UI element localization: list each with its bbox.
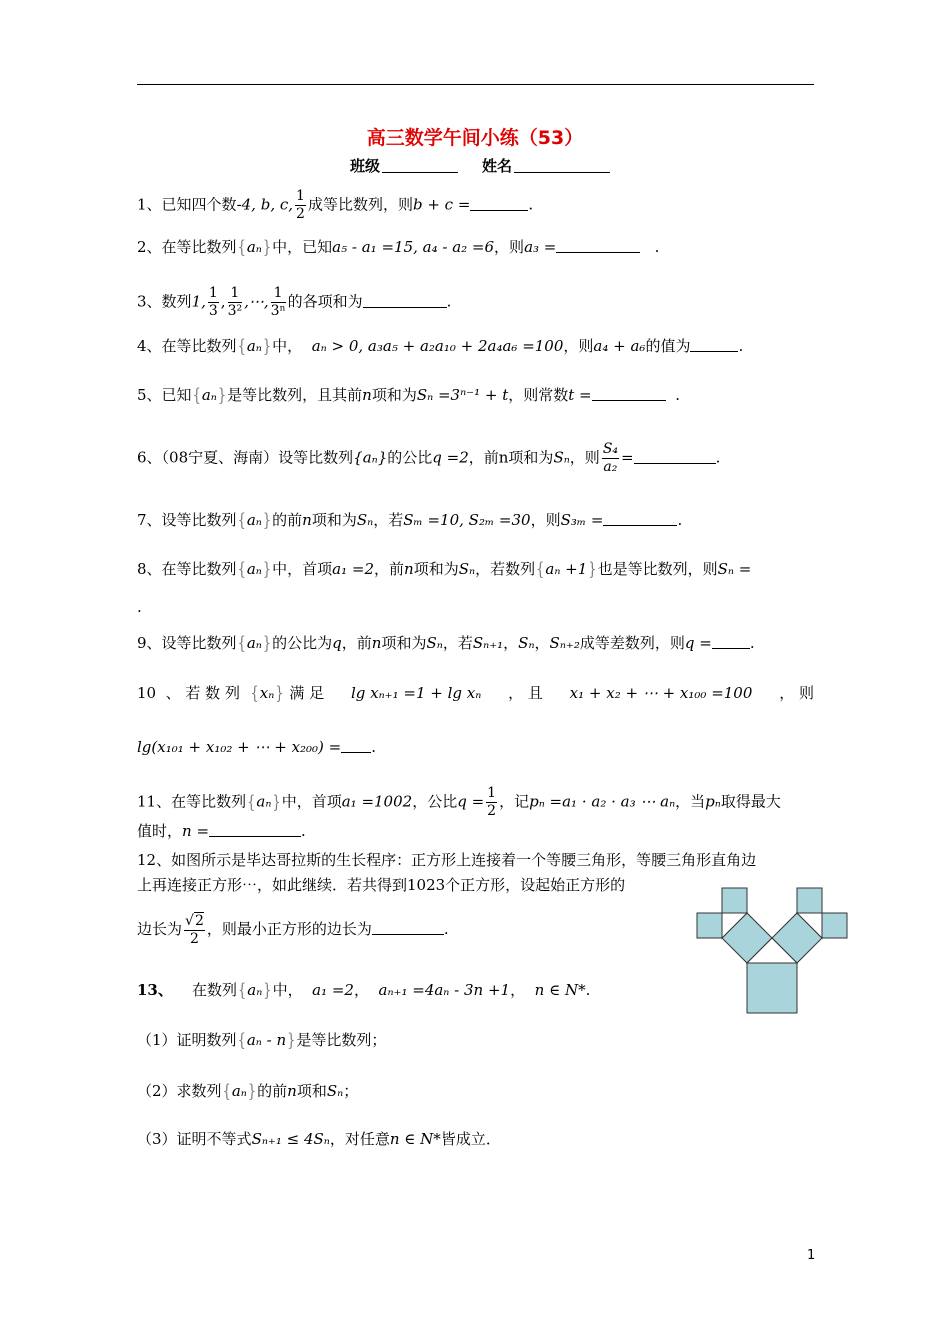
math-expr: aₙ₊₁ =4aₙ - 3n +1 <box>378 981 511 999</box>
math-expr: Sₘ =10, S₂ₘ =30 <box>403 511 531 529</box>
question-text: ，则 <box>569 448 600 467</box>
left-outer-square <box>697 913 722 938</box>
fraction-denominator: 2 <box>296 206 305 222</box>
answer-blank[interactable] <box>603 513 677 526</box>
question-1 <box>137 188 533 223</box>
math-expr: aₙ <box>246 634 262 652</box>
math-expr: Sₙ <box>553 448 570 467</box>
answer-blank[interactable] <box>712 636 750 649</box>
fraction-denominator: 3² <box>227 303 243 319</box>
fraction-numerator: 1 <box>296 188 305 204</box>
answer-blank[interactable] <box>556 240 640 253</box>
brace-right: } <box>262 238 272 259</box>
question-7 <box>137 510 682 532</box>
math-expr: Sₙ <box>326 1082 344 1100</box>
question-text: 中，首项 <box>272 560 333 578</box>
math-expr: xₙ <box>259 684 275 702</box>
math-expr: aₙ <box>246 511 262 529</box>
pythagoras-tree-figure <box>694 883 850 1015</box>
question-text: 的前 <box>272 511 303 529</box>
question-text: 皆成立． <box>440 1130 501 1148</box>
question-text: 中， <box>272 981 303 999</box>
math-expr: Sₙ <box>518 634 535 652</box>
question-text: 值时， <box>137 822 183 840</box>
question-12-line2 <box>137 875 625 895</box>
brace-left: { <box>247 792 256 813</box>
right-outer-square <box>822 913 847 938</box>
math-expr: n ∈ N* <box>534 981 586 999</box>
question-number: 10 <box>137 684 157 702</box>
math-expr: aₙ <box>247 981 263 999</box>
question-text: ， 则 <box>779 684 814 702</box>
question-text: ，则 <box>494 238 525 256</box>
separator: ， <box>353 981 369 999</box>
math-expr: q <box>332 634 342 652</box>
question-text: ，前n项和为 <box>468 448 554 467</box>
brace-right: } <box>217 386 227 407</box>
answer-blank[interactable] <box>363 295 447 308</box>
part-number: （2） <box>137 1082 177 1100</box>
brace-left: { <box>222 1082 231 1103</box>
question-text: ，前 <box>374 560 405 578</box>
math-expr: x₁ + x₂ + ⋯ + x₁₀₀ =100 <box>569 684 753 702</box>
brace-left: { <box>250 684 259 705</box>
question-text: 是等比数列，且其前 <box>227 386 363 404</box>
fraction-numerator: S₄ <box>602 441 619 457</box>
fraction-denominator: a₂ <box>603 459 618 475</box>
question-text: 、 若 数 列 <box>165 684 240 702</box>
question-number: 8、 <box>137 560 162 578</box>
question-number: 4、 <box>137 337 162 355</box>
period: . <box>443 920 449 938</box>
math-expr: a₁ =1002 <box>341 792 413 811</box>
question-text: 项和为 <box>371 386 417 404</box>
question-text: 中，已知 <box>272 238 333 256</box>
question-text: ，则最小正方形的边长为 <box>206 920 372 938</box>
question-8-line2 <box>137 597 142 617</box>
math-expr: a₁ =2 <box>312 981 354 999</box>
math-expr: Sₙ =3ⁿ⁻¹ + t <box>416 386 509 404</box>
math-expr: Sₙ <box>426 634 443 652</box>
question-text: 边长为 <box>137 920 183 938</box>
question-text: ，若数列 <box>475 560 536 578</box>
math-expr: a₄ + a₆ <box>593 337 646 355</box>
fraction <box>184 912 205 948</box>
question-text: ，若 <box>373 511 404 529</box>
brace-right: } <box>262 560 272 581</box>
period: . <box>528 195 534 214</box>
question-text: 项和为 <box>311 511 357 529</box>
question-text: ，则 <box>530 511 561 529</box>
question-12 <box>137 850 756 870</box>
question-number: 13、 <box>137 981 173 999</box>
question-text: ，对任意 <box>329 1130 390 1148</box>
brace-left: { <box>237 634 246 655</box>
question-text: ，公比 <box>412 792 458 811</box>
question-text: ，记 <box>499 792 530 811</box>
question-2 <box>137 237 659 259</box>
math-expr: Sₙ₊₂ <box>549 634 580 652</box>
answer-blank[interactable] <box>634 451 716 464</box>
math-expr: -4, b, c, <box>236 195 294 214</box>
math-expr: pₙ =a₁ · a₂ · a₃ ⋯ aₙ <box>529 792 676 811</box>
math-expr: n = <box>182 822 210 840</box>
fraction <box>486 785 497 820</box>
brace-right: } <box>262 337 272 358</box>
separator: ， <box>510 981 526 999</box>
question-text: 取得最大 <box>720 792 781 811</box>
question-text: 上再连接正方形⋯，如此继续．若共得到1023个正方形，设起始正方形的 <box>137 876 626 894</box>
math-expr: Sₙ = <box>717 560 752 578</box>
answer-blank[interactable] <box>690 339 738 352</box>
math-expr: n ∈ N* <box>389 1130 441 1148</box>
period: . <box>738 337 744 355</box>
class-name-line <box>350 155 610 176</box>
question-number: 5、 <box>137 386 162 404</box>
question-text: 也是等比数列，则 <box>597 560 718 578</box>
period: . <box>675 386 680 404</box>
math-expr: n <box>362 386 372 404</box>
math-expr: q = <box>684 634 712 652</box>
math-expr: = <box>621 448 634 467</box>
question-text: ， 且 <box>508 684 543 702</box>
math-expr: Sₙ <box>458 560 476 578</box>
brace-left: { <box>237 560 246 581</box>
brace-left: { <box>237 511 246 532</box>
brace-left: { <box>192 386 201 407</box>
left-top-square <box>722 888 747 913</box>
separator: ， <box>503 634 519 652</box>
question-11 <box>137 785 781 820</box>
question-12-line3 <box>137 912 449 948</box>
fraction <box>208 285 219 320</box>
question-number: 9、 <box>137 634 162 652</box>
question-text: 已知 <box>161 386 192 404</box>
fraction-numerator: √2 <box>185 913 204 929</box>
math-expr: aₙ <box>246 560 262 578</box>
math-expr: lg xₙ₊₁ =1 + lg xₙ <box>350 684 482 702</box>
question-text: 证明数列 <box>176 1031 237 1049</box>
name-blank[interactable] <box>514 158 610 173</box>
question-text: （08宁夏、海南）设等比数列 <box>161 448 354 467</box>
math-expr: Sₙ₊₁ ≤ 4Sₙ <box>251 1130 330 1148</box>
fraction-denominator: 3 <box>208 303 218 319</box>
question-text: 设等比数列 <box>161 511 237 529</box>
brace-left: { <box>237 337 246 358</box>
period: . <box>654 238 660 256</box>
math-expr: {aₙ} <box>353 448 388 467</box>
q10-left <box>137 683 324 705</box>
math-expr: Sₙ₊₁ <box>472 634 504 652</box>
math-expr: Sₙ <box>356 511 374 529</box>
question-text: 的公比 <box>387 448 433 467</box>
page-title: 高三数学午间小练（53） <box>366 127 584 149</box>
question-text: 项和为 <box>381 634 427 652</box>
question-text: 中， <box>272 337 303 355</box>
part-number: （1） <box>137 1031 177 1049</box>
question-text: 项和 <box>296 1082 327 1100</box>
question-10 <box>137 683 814 705</box>
fraction-denominator: 2 <box>189 931 199 947</box>
question-13-part3 <box>137 1129 501 1149</box>
page-number: 1 <box>807 1248 816 1263</box>
brace-left: { <box>237 981 247 1002</box>
math-expr: n <box>287 1082 297 1100</box>
question-10-line2 <box>137 737 376 757</box>
question-text: 的前 <box>257 1082 288 1100</box>
separator: ， <box>534 634 550 652</box>
math-expr: t = <box>568 386 592 404</box>
math-expr: ,⋯, <box>244 292 269 311</box>
math-expr: aₙ <box>256 792 272 811</box>
fraction <box>295 188 306 223</box>
brace-right: } <box>272 792 281 813</box>
brace-left: { <box>237 1031 246 1052</box>
question-13-part2 <box>137 1081 358 1103</box>
question-3: 3、数列1, $\frac{1}{3}$ , $\frac{1}{\text{3²}}$ ,⋯, $\frac{1}{\text{3ⁿ}}$ 的各项和为 . <box>137 285 452 319</box>
fraction-denominator: 3ⁿ <box>270 303 286 319</box>
period: . <box>749 634 755 652</box>
math-expr: b + c = <box>412 195 471 214</box>
question-text: 的各项和为 <box>287 292 363 311</box>
period: . <box>446 292 452 311</box>
question-text: 在数列 <box>191 981 237 999</box>
question-text: ，则常数 <box>508 386 569 404</box>
question-6 <box>137 441 720 476</box>
seq-term: aₙ <box>362 448 378 467</box>
brace-right: } <box>287 1031 296 1052</box>
question-text: ，前 <box>341 634 372 652</box>
question-text: 的值为 <box>645 337 691 355</box>
period: . <box>301 822 306 840</box>
period: . <box>585 981 591 999</box>
question-text: 成等差数列，则 <box>579 634 685 652</box>
math-expr: aₙ > 0, a₃a₅ + a₂a₁₀ + 2a₄a₆ =100 <box>311 337 564 355</box>
question-8 <box>137 559 751 581</box>
answer-blank[interactable] <box>592 388 666 401</box>
question-13-part1 <box>137 1030 386 1052</box>
math-expr: a₅ - a₁ =15, a₄ - a₂ =6 <box>332 238 495 256</box>
brace-left: { <box>237 238 246 259</box>
question-number: 6、 <box>137 448 162 467</box>
question-text: 项和为 <box>413 560 459 578</box>
question-text: 满 足 <box>289 684 325 702</box>
question-number: 3、 <box>137 292 162 311</box>
math-expr: n <box>371 634 382 652</box>
fraction <box>602 441 619 476</box>
brace-right: } <box>262 634 272 655</box>
separator: ； <box>343 1082 359 1100</box>
sqrt-radicand: 2 <box>194 913 204 929</box>
math-expr: aₙ - n <box>246 1031 287 1049</box>
math-expr: aₙ <box>246 238 262 256</box>
answer-blank[interactable] <box>209 824 301 837</box>
class-blank[interactable] <box>382 158 458 173</box>
right-top-square <box>797 888 822 913</box>
header-rule <box>137 84 814 85</box>
math-expr: q =2 <box>432 448 469 467</box>
question-text: 在等比数列 <box>161 560 237 578</box>
math-expr: aₙ <box>231 1082 247 1100</box>
question-number: 1、 <box>137 195 162 214</box>
question-text: 求数列 <box>176 1082 222 1100</box>
math-expr: aₙ <box>246 337 262 355</box>
math-expr: q = <box>457 792 485 811</box>
question-text: 数列 <box>161 292 192 311</box>
math-expr: n <box>404 560 414 578</box>
question-number: 12、 <box>137 851 172 869</box>
answer-blank[interactable] <box>341 743 371 753</box>
brace-right: } <box>588 560 597 581</box>
answer-blank[interactable] <box>470 198 528 211</box>
root-square <box>747 963 797 1013</box>
period: . <box>371 738 377 756</box>
question-13 <box>137 980 590 1002</box>
math-expr: S₃ₘ = <box>560 511 604 529</box>
brace-right: } <box>247 1082 257 1103</box>
part-number: （3） <box>137 1130 177 1148</box>
question-text: 在等比数列 <box>171 792 247 811</box>
question-text: ，则 <box>563 337 594 355</box>
question-text: 在等比数列 <box>161 238 237 256</box>
math-expr: aₙ +1 <box>545 560 588 578</box>
period: . <box>677 511 683 529</box>
fraction-numerator: 1 <box>228 285 243 303</box>
answer-blank[interactable] <box>372 922 444 935</box>
class-label: 班级 <box>350 157 381 175</box>
question-text: 已知四个数 <box>161 195 237 214</box>
fraction-numerator: 1 <box>271 285 286 303</box>
brace-left: { <box>536 560 545 581</box>
fraction-numerator: 1 <box>487 785 497 801</box>
brace-right: } <box>263 981 272 1002</box>
brace-right: } <box>275 684 284 705</box>
name-label: 姓名 <box>482 157 513 175</box>
math-expr: aₙ <box>201 386 217 404</box>
fraction <box>228 285 243 320</box>
math-expr: lg(x₁₀₁ + x₁₀₂ + ⋯ + x₂₀₀) = <box>137 738 342 756</box>
period: . <box>715 448 721 467</box>
question-text: ，当 <box>675 792 706 811</box>
question-text: 设等比数列 <box>161 634 237 652</box>
question-text: 成等比数列，则 <box>307 195 413 214</box>
math-expr: a₁ =2 <box>332 560 375 578</box>
math-expr: pₙ <box>705 792 721 811</box>
question-text: 是等比数列； <box>296 1031 387 1049</box>
question-5 <box>137 385 680 407</box>
fraction-numerator: 1 <box>208 285 218 301</box>
brace-right: } <box>262 511 272 532</box>
period: . <box>137 598 142 616</box>
question-text: 中，首项 <box>281 792 342 811</box>
question-text: 的公比为 <box>272 634 333 652</box>
question-11-line2 <box>137 821 306 841</box>
math-expr: a₃ = <box>524 238 557 256</box>
question-number: 11、 <box>137 792 172 811</box>
fraction <box>271 285 286 320</box>
question-text: 证明不等式 <box>176 1130 252 1148</box>
question-number: 7、 <box>137 511 162 529</box>
question-9 <box>137 633 755 655</box>
question-text: 如图所示是毕达哥拉斯的生长程序：正方形上连接着一个等腰三角形，等腰三角形直角边 <box>171 851 757 869</box>
fraction-denominator: 2 <box>487 803 497 819</box>
question-text: 在等比数列 <box>161 337 237 355</box>
question-4 <box>137 336 743 358</box>
question-text: ，若 <box>442 634 473 652</box>
question-number: 2、 <box>137 238 162 256</box>
math-expr: n <box>302 511 312 529</box>
math-expr: 1, <box>191 292 206 311</box>
